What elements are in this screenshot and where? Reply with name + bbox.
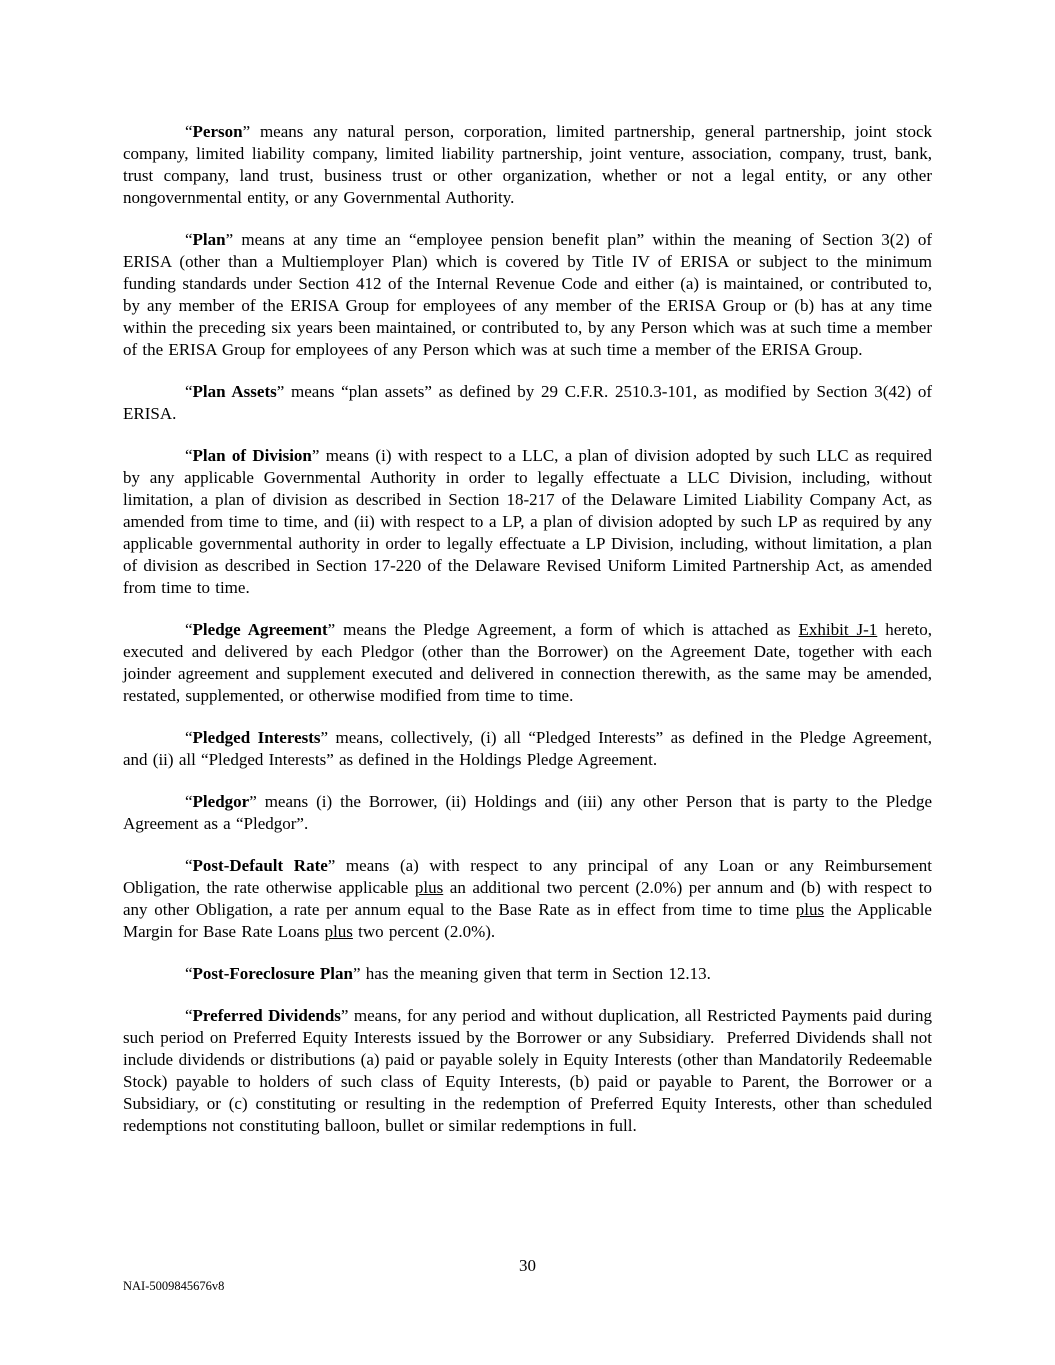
- paragraph-plan: [123, 229, 932, 361]
- text-run: “: [185, 122, 193, 141]
- text-run: ” has the meaning given that term in Section 12.13.: [352, 964, 711, 983]
- defined-term: Person: [192, 122, 243, 141]
- underlined-text: Exhibit J-1: [798, 620, 878, 639]
- defined-term: Preferred Dividends: [192, 1006, 341, 1025]
- text-run: “: [185, 446, 193, 465]
- text-run: ” means the Pledge Agreement, a form of which is attached as: [327, 620, 799, 639]
- text-run: “: [185, 728, 193, 747]
- document-body: [123, 121, 932, 1157]
- paragraph-pledged-interests: [123, 727, 932, 771]
- paragraph-preferred-dividends: [123, 1005, 932, 1137]
- text-run: “: [185, 230, 193, 249]
- underlined-text: plus: [414, 878, 444, 897]
- paragraph-pledgor: [123, 791, 932, 835]
- defined-term: Pledged Interests: [192, 728, 321, 747]
- page-number: 30: [519, 1256, 536, 1275]
- underlined-text: plus: [795, 900, 825, 919]
- defined-term: Plan Assets: [192, 382, 277, 401]
- document-id-footer: NAI-5009845676v8: [123, 1279, 225, 1293]
- paragraph-post-default-rate: [123, 855, 932, 943]
- text-run: “: [185, 1006, 193, 1025]
- text-run: two percent (2.0%).: [352, 922, 496, 941]
- paragraph-plan-of-division: [123, 445, 932, 599]
- text-run: ” means, for any period and without duplication, all Restricted Payments paid during such period on Preferred Equity Interests issued by the Borrower or any Subsidiary. Preferred Dividends shall not include dividends or distributions (a) paid or payable solely in Equity Interests (other than Mandatorily Redeemable Stock) payable to holders of such class of Equity Interests, (b) paid or payable to Parent, the Borrower or a Subsidiary, or (c) constituting or resulting in the redemption of Preferred Equity Interests, other than scheduled redemptions not constituting balloon, bullet or similar redemptions in full.: [123, 1006, 933, 1135]
- text-run: “: [185, 856, 193, 875]
- text-run: “: [185, 964, 193, 983]
- paragraph-pledge-agreement: [123, 619, 932, 707]
- defined-term: Pledgor: [192, 792, 250, 811]
- text-run: ” means “plan assets” as defined by 29 C.F.R. 2510.3-101, as modified by Section 3(42) of ERISA.: [123, 382, 932, 423]
- text-run: ” means, collectively, (i) all “Pledged Interests” as defined in the Pledge Agreement, and (ii) all “Pledged Interests” as defined in the Holdings Pledge Agreement.: [123, 728, 932, 769]
- underlined-text: plus: [324, 922, 353, 941]
- defined-term: Post-Foreclosure Plan: [192, 964, 353, 983]
- text-run: ” means any natural person, corporation, limited partnership, general partnership, joint stock company, limited liability company, limited liability partnership, joint venture, association, company, trust, bank, trust company, land trust, business trust or other organization, whether or not a legal entity, or any other nongovernmental entity, or any Governmental Authority.: [123, 122, 932, 207]
- paragraph-plan-assets: [123, 381, 932, 425]
- text-run: an additional two percent (2.0%) per annum and (b) with respect to any other Obligation, a rate per annum equal to the Base Rate as in effect from time to time: [123, 878, 932, 919]
- defined-term: Post-Default Rate: [192, 856, 328, 875]
- text-run: ” means (i) the Borrower, (ii) Holdings and (iii) any other Person that is party to the Pledge Agreement as a “Pledgor”.: [123, 792, 932, 833]
- text-run: ” means (a) with respect to any principal of any Loan or any Reimbursement Obligation, the rate otherwise applicable: [123, 856, 932, 897]
- text-run: hereto, executed and delivered by each Pledgor (other than the Borrower) on the Agreement Date, together with each joinder agreement and supplement executed and delivered in connection therewith, as the same may be amended, restated, supplemented, or otherwise modified from time to time.: [123, 620, 932, 705]
- text-run: “: [185, 382, 193, 401]
- text-run: “: [185, 620, 193, 639]
- paragraph-person: [123, 121, 932, 209]
- defined-term: Pledge Agreement: [192, 620, 328, 639]
- defined-term: Plan of Division: [192, 446, 312, 465]
- text-run: “: [185, 792, 193, 811]
- text-run: the Applicable Margin for Base Rate Loans: [123, 900, 932, 941]
- text-run: ” means (i) with respect to a LLC, a plan of division adopted by such LLC as required by any applicable Governmental Authority in order to legally effectuate a LLC Division, including, without limitation, a plan of division as described in Section 18-217 of the Delaware Limited Liability Company Act, as amended from time to time, and (ii) with respect to a LP, a plan of division adopted by such LP as required by any applicable governmental authority in order to legally effectuate a LP Division, including, without limitation, a plan of division as described in Section 17-220 of the Delaware Revised Uniform Limited Partnership Act, as amended from time to time.: [123, 446, 932, 597]
- text-run: ” means at any time an “employee pension benefit plan” within the meaning of Section 3(2) of ERISA (other than a Multiemployer Plan) which is covered by Title IV of ERISA or subject to the minimum funding standards under Section 412 of the Internal Revenue Code and either (a) is maintained, or contributed to, by any member of the ERISA Group for employees of any member of the ERISA Group or (b) has at any time within the preceding six years been maintained, or contributed to, by any Person which was at such time a member of the ERISA Group for employees of any Person which was at such time a member of the ERISA Group.: [123, 230, 932, 359]
- paragraph-post-foreclosure-plan: [123, 963, 932, 985]
- defined-term: Plan: [192, 230, 226, 249]
